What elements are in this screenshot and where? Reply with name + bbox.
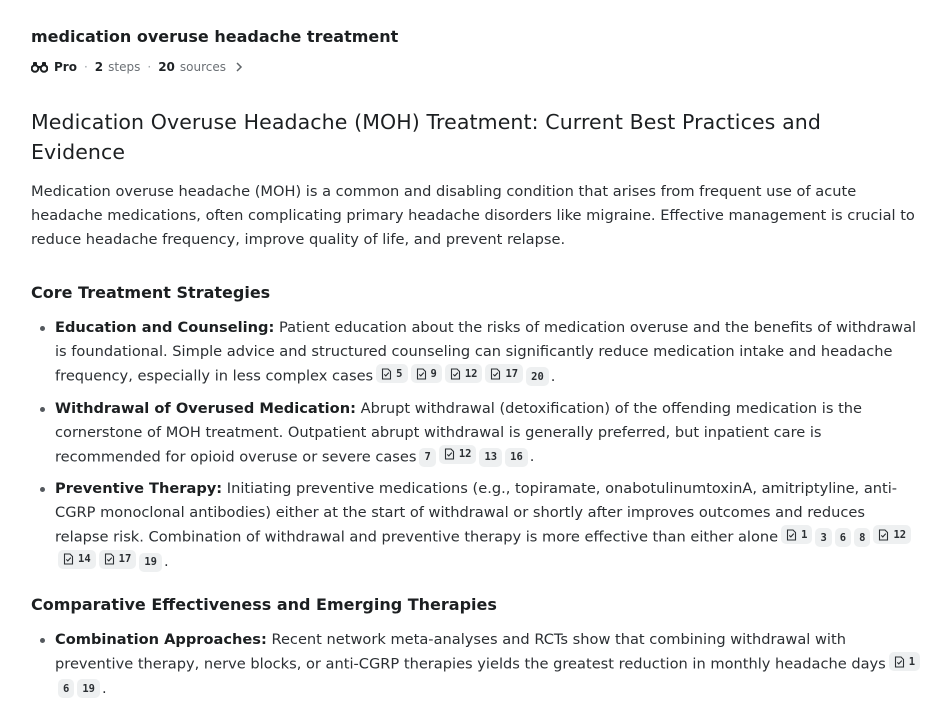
chevron-right-icon[interactable] xyxy=(234,61,244,73)
citation-number: 9 xyxy=(430,367,437,380)
doc-icon xyxy=(416,368,427,380)
citation-chip[interactable] xyxy=(99,550,137,569)
citation-chip[interactable] xyxy=(835,528,851,547)
core-treatment-list xyxy=(31,316,921,574)
doc-icon xyxy=(786,529,797,541)
citation-chip[interactable] xyxy=(854,528,870,547)
sources-label: sources xyxy=(179,60,227,74)
citation-chip[interactable] xyxy=(139,553,162,572)
sources-count: 20 xyxy=(158,60,175,74)
citation-chip[interactable] xyxy=(479,448,502,467)
citation-number: 19 xyxy=(144,556,157,568)
citation-number: 19 xyxy=(82,682,95,695)
citation-number: 14 xyxy=(78,553,91,565)
item-text: Initiating preventive medications (e.g., topiramate, onabotulinumtoxinA, amitriptyline, anti-CGRP monoclonal antibodies) either at the start of withdrawal or shortly after improves outcomes and reduces relapse risk. Combination of withdrawal and preventive therapy is more effective than either alone xyxy=(55,480,898,546)
intro-paragraph: Medication overuse headache (MOH) is a common and disabling condition that arises from frequent use of acute headache medications, often complicating primary headache disorders like migraine. Effective management is crucial to reduce headache frequency, improve quality of life, and prevent relapse. xyxy=(31,183,915,248)
citation-chip[interactable] xyxy=(58,550,96,569)
citation-number: 6 xyxy=(839,531,847,544)
citation-chip[interactable] xyxy=(419,448,435,467)
sentence-period: . xyxy=(101,679,107,697)
citation-number: 16 xyxy=(510,451,523,463)
citation-number: 12 xyxy=(458,448,472,460)
citation-chip[interactable] xyxy=(889,652,920,671)
citation-chip[interactable] xyxy=(411,364,442,383)
item-lead: Preventive Therapy: xyxy=(55,480,223,497)
list-item xyxy=(31,316,921,389)
doc-icon xyxy=(104,553,115,565)
comparative-list xyxy=(31,628,921,701)
doc-icon xyxy=(878,529,889,541)
citation-number: 20 xyxy=(531,370,544,383)
section-heading-core-treatment: Core Treatment Strategies xyxy=(31,283,271,302)
citation-number: 12 xyxy=(464,367,478,380)
list-item xyxy=(31,397,921,470)
list-item xyxy=(31,628,921,701)
doc-icon xyxy=(63,553,74,565)
answer-title: Medication Overuse Headache (MOH) Treatment: Current Best Practices and Evidence xyxy=(31,110,821,164)
steps-count: 2 xyxy=(94,60,104,74)
citation-chip[interactable] xyxy=(485,364,523,383)
citation-chip[interactable] xyxy=(376,364,407,383)
citation-number: 7 xyxy=(424,451,431,463)
list-item xyxy=(31,477,921,574)
section-heading-comparative: Comparative Effectiveness and Emerging Therapies xyxy=(31,595,497,614)
citation-number: 12 xyxy=(893,528,907,541)
citation-chip[interactable] xyxy=(873,525,911,544)
citation-number: 6 xyxy=(63,682,70,695)
citation-chip[interactable] xyxy=(77,679,100,698)
citation-number: 1 xyxy=(908,655,916,668)
item-text: Abrupt withdrawal (detoxification) of the offending medication is the cornerstone of MOH treatment. Outpatient abrupt withdrawal is generally preferred, but inpatient care is recommended for opioid overuse or severe cases xyxy=(55,399,863,465)
citation-number: 8 xyxy=(859,531,866,544)
item-lead: Combination Approaches: xyxy=(55,631,267,648)
item-text: Patient education about the risks of medication overuse and the benefits of withdrawal is foundational. Simple advice and structured counseling can significantly reduce medication intake and headache frequency, especially in less complex cases xyxy=(55,319,917,385)
citation-chip[interactable] xyxy=(58,679,74,698)
answer-meta-bar[interactable] xyxy=(31,58,921,76)
citation-chip[interactable] xyxy=(815,528,831,547)
doc-icon xyxy=(444,448,455,460)
sentence-period: . xyxy=(550,367,556,385)
citation-number: 5 xyxy=(396,367,403,380)
item-lead: Education and Counseling: xyxy=(55,319,275,336)
citation-chip[interactable] xyxy=(439,445,477,464)
citation-number: 1 xyxy=(801,528,808,541)
doc-icon xyxy=(894,656,905,668)
citation-chip[interactable] xyxy=(505,448,528,467)
separator-dot: · xyxy=(83,60,88,74)
query-heading: medication overuse headache treatment xyxy=(31,27,399,46)
item-lead: Withdrawal of Overused Medication: xyxy=(55,399,356,417)
citation-chip[interactable] xyxy=(526,367,549,386)
steps-label: steps xyxy=(108,60,141,74)
doc-icon xyxy=(490,368,501,380)
citation-chip[interactable] xyxy=(445,364,483,383)
separator-dot: · xyxy=(147,60,152,74)
citation-chip[interactable] xyxy=(781,525,812,544)
item-text: Recent network meta-analyses and RCTs show that combining withdrawal with preventive therapy, nerve blocks, or anti-CGRP therapies yields the greatest reduction in monthly headache days xyxy=(55,631,886,673)
binoculars-icon xyxy=(31,61,48,73)
citation-number: 3 xyxy=(820,531,827,544)
sentence-period: . xyxy=(163,553,169,570)
doc-icon xyxy=(381,368,392,380)
pro-label: Pro xyxy=(54,60,77,74)
citation-number: 13 xyxy=(484,451,498,463)
sentence-period: . xyxy=(529,448,535,465)
citation-number: 17 xyxy=(505,367,519,380)
doc-icon xyxy=(450,368,461,380)
citation-number: 17 xyxy=(118,553,132,565)
